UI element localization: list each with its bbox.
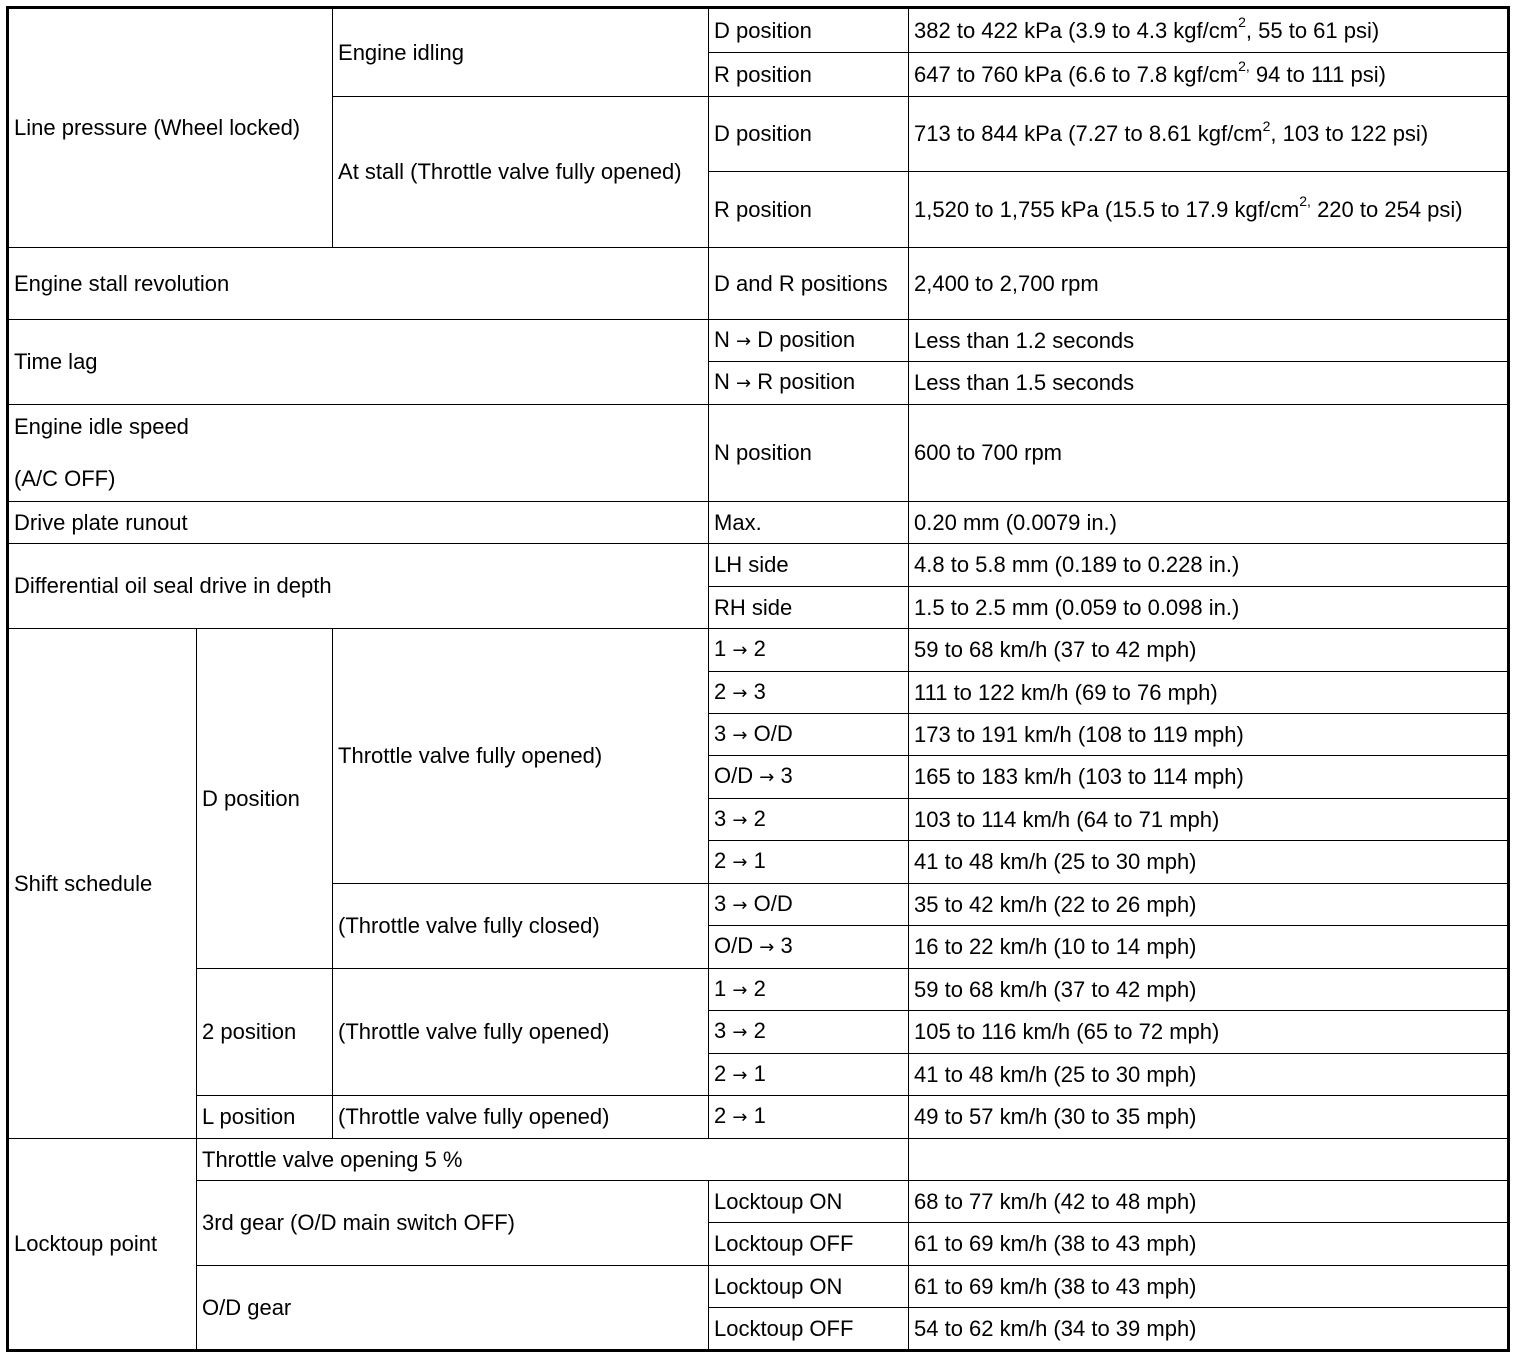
arrow-icon: → [759, 937, 775, 958]
arrow-icon: → [732, 682, 748, 704]
third-gear-label: 3rd gear (O/D main switch OFF) [197, 1181, 709, 1266]
table-row [8, 1266, 1509, 1308]
two-position-label: 2 position [197, 969, 333, 1096]
arrow-icon: → [732, 724, 748, 746]
arrow-icon: → [732, 1107, 748, 1128]
value-cell: 4.8 to 5.8 mm (0.189 to 0.228 in.) [909, 544, 1509, 587]
arrow-icon: → [736, 330, 752, 352]
arrow-icon: → [732, 894, 748, 916]
shift-schedule-label: Shift schedule [8, 629, 197, 1139]
shift-cell: 3 → 2 [709, 799, 909, 841]
shift-cell: 1 → 2 [709, 629, 909, 672]
time-lag-label: Time lag [8, 320, 709, 405]
throttle-open-label: (Throttle valve fully opened) [333, 1096, 709, 1139]
d-position-label: D position [197, 629, 333, 969]
condition-cell: D and R positions [709, 248, 909, 320]
value-cell: 111 to 122 km/h (69 to 76 mph) [909, 672, 1509, 714]
arrow-icon: → [732, 979, 748, 1001]
shift-cell: 3 → O/D [709, 884, 909, 926]
value-cell: 41 to 48 km/h (25 to 30 mph) [909, 1054, 1509, 1096]
value-cell: 59 to 68 km/h (37 to 42 mph) [909, 969, 1509, 1011]
throttle-open-label: (Throttle valve fully opened) [333, 969, 709, 1096]
condition-cell: N → R position [709, 362, 909, 405]
value-cell: 647 to 760 kPa (6.6 to 7.8 kgf/$cm^{2,}$ 94 to 111 psi) [909, 53, 1509, 97]
shift-cell: O/D → 3 [709, 756, 909, 799]
table-row [8, 1181, 1509, 1223]
arrow-icon: → [732, 852, 748, 873]
value-cell: Less than 1.5 seconds [909, 362, 1509, 405]
value-cell: 35 to 42 km/h (22 to 26 mph) [909, 884, 1509, 926]
table-row [8, 629, 1509, 672]
shift-cell: O/D → 3 [709, 926, 909, 969]
condition-cell: D position [709, 8, 909, 53]
at-stall-label: At stall (Throttle valve fully opened) [333, 97, 709, 248]
value-cell: 0.20 mm (0.0079 in.) [909, 502, 1509, 544]
table-row [8, 1139, 1509, 1181]
shift-cell: 2 → 1 [709, 1096, 909, 1139]
value-cell: 49 to 57 km/h (30 to 35 mph) [909, 1096, 1509, 1139]
table-row [8, 8, 1509, 53]
arrow-icon: → [736, 373, 752, 394]
table-row [8, 405, 1509, 502]
condition-cell: R position [709, 172, 909, 248]
value-cell: 2,400 to 2,700 rpm [909, 248, 1509, 320]
specification-table [6, 6, 1510, 1352]
value-cell: 600 to 700 rpm [909, 405, 1509, 502]
condition-cell: D position [709, 97, 909, 172]
table-row [8, 544, 1509, 587]
idle-speed-label: Engine idle speed (A/C OFF) [8, 405, 709, 502]
arrow-icon: → [732, 1022, 748, 1043]
lockup-point-label: Locktoup point [8, 1139, 197, 1351]
shift-cell: 3 → O/D [709, 714, 909, 756]
condition-cell: LH side [709, 544, 909, 587]
l-position-label: L position [197, 1096, 333, 1139]
condition-cell: Locktoup OFF [709, 1308, 909, 1351]
value-cell: 713 to 844 kPa (7.27 to 8.61 kgf/$cm^2$, 103 to 122 psi) [909, 97, 1509, 172]
condition-cell: RH side [709, 587, 909, 629]
value-cell: 68 to 77 km/h (42 to 48 mph) [909, 1181, 1509, 1223]
condition-cell: N → D position [709, 320, 909, 362]
condition-cell: Max. [709, 502, 909, 544]
value-cell: Less than 1.2 seconds [909, 320, 1509, 362]
value-cell: 173 to 191 km/h (108 to 119 mph) [909, 714, 1509, 756]
condition-cell: Locktoup ON [709, 1181, 909, 1223]
value-cell: 61 to 69 km/h (38 to 43 mph) [909, 1266, 1509, 1308]
condition-cell: Locktoup OFF [709, 1223, 909, 1266]
table-row [8, 969, 1509, 1011]
value-cell [909, 1139, 1509, 1181]
value-cell: 16 to 22 km/h (10 to 14 mph) [909, 926, 1509, 969]
table-row [8, 320, 1509, 362]
arrow-icon: → [732, 640, 748, 661]
drive-plate-label: Drive plate runout [8, 502, 709, 544]
shift-cell: 2 → 1 [709, 1054, 909, 1096]
arrow-icon: → [759, 767, 775, 788]
value-cell: 382 to 422 kPa (3.9 to 4.3 kgf/$cm^2$, 55 to 61 psi) [909, 8, 1509, 53]
value-cell: 54 to 62 km/h (34 to 39 mph) [909, 1308, 1509, 1351]
table-row [8, 502, 1509, 544]
throttle-open-label: Throttle valve fully opened) [333, 629, 709, 884]
stall-revolution-label: Engine stall revolution [8, 248, 709, 320]
line-pressure-label: Line pressure (Wheel locked) [8, 8, 333, 248]
value-cell: 59 to 68 km/h (37 to 42 mph) [909, 629, 1509, 672]
arrow-icon: → [732, 809, 748, 831]
shift-cell: 2 → 3 [709, 672, 909, 714]
throttle-closed-label: (Throttle valve fully closed) [333, 884, 709, 969]
condition-cell: N position [709, 405, 909, 502]
od-gear-label: O/D gear [197, 1266, 709, 1351]
table-row [8, 248, 1509, 320]
value-cell: 41 to 48 km/h (25 to 30 mph) [909, 841, 1509, 884]
shift-cell: 2 → 1 [709, 841, 909, 884]
shift-cell: 3 → 2 [709, 1011, 909, 1054]
shift-cell: 1 → 2 [709, 969, 909, 1011]
throttle-opening-label: Throttle valve opening 5 % [197, 1139, 909, 1181]
condition-cell: Locktoup ON [709, 1266, 909, 1308]
diff-seal-label: Differential oil seal drive in depth [8, 544, 709, 629]
value-cell: 1.5 to 2.5 mm (0.059 to 0.098 in.) [909, 587, 1509, 629]
value-cell: 105 to 116 km/h (65 to 72 mph) [909, 1011, 1509, 1054]
arrow-icon: → [732, 1064, 748, 1086]
engine-idling-label: Engine idling [333, 8, 709, 97]
value-cell: 165 to 183 km/h (103 to 114 mph) [909, 756, 1509, 799]
value-cell: 103 to 114 km/h (64 to 71 mph) [909, 799, 1509, 841]
value-cell: 61 to 69 km/h (38 to 43 mph) [909, 1223, 1509, 1266]
table-row [8, 1096, 1509, 1139]
condition-cell: R position [709, 53, 909, 97]
value-cell: 1,520 to 1,755 kPa (15.5 to 17.9 kgf/$cm^{2,}$ 220 to 254 psi) [909, 172, 1509, 248]
